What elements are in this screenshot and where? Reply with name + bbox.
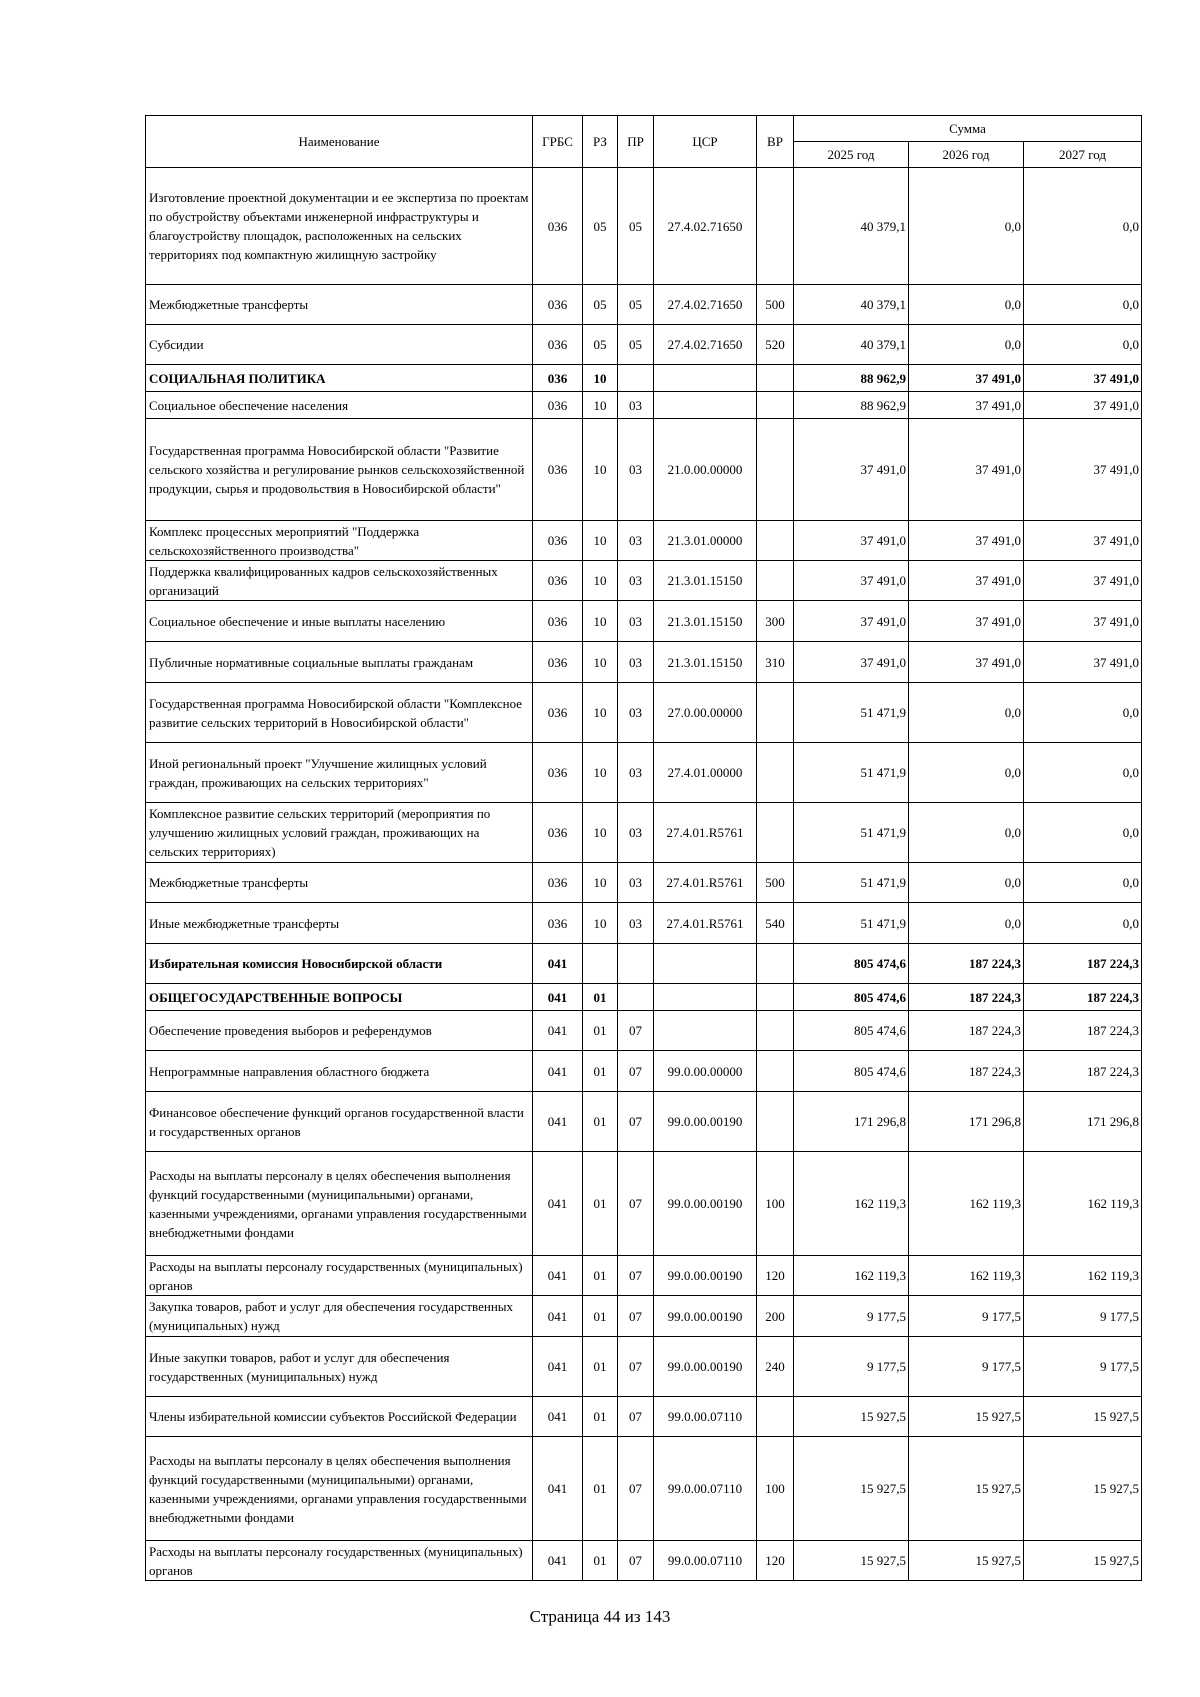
row-pr: 07 — [618, 1296, 654, 1337]
row-pr: 03 — [618, 392, 654, 419]
row-sum-2027: 37 491,0 — [1024, 521, 1142, 561]
table-row — [146, 325, 1142, 365]
row-grbs: 036 — [533, 683, 583, 743]
row-csr: 99.0.00.00000 — [654, 1051, 757, 1092]
row-grbs: 041 — [533, 1541, 583, 1581]
row-sum-2025: 51 471,9 — [794, 863, 909, 903]
row-pr: 07 — [618, 1437, 654, 1541]
row-sum-2026: 37 491,0 — [909, 642, 1024, 683]
row-sum-2027: 187 224,3 — [1024, 984, 1142, 1011]
row-csr: 99.0.00.00190 — [654, 1152, 757, 1256]
row-sum-2026: 15 927,5 — [909, 1397, 1024, 1437]
row-name: Закупка товаров, работ и услуг для обеспечения государственных (муниципальных) нужд — [146, 1296, 533, 1337]
row-csr: 99.0.00.07110 — [654, 1437, 757, 1541]
row-sum-2026: 37 491,0 — [909, 365, 1024, 392]
row-sum-2027: 0,0 — [1024, 863, 1142, 903]
row-sum-2025: 15 927,5 — [794, 1397, 909, 1437]
row-name: Расходы на выплаты персоналу государственных (муниципальных) органов — [146, 1256, 533, 1296]
row-csr: 27.4.01.R5761 — [654, 803, 757, 863]
row-pr: 05 — [618, 168, 654, 285]
table-row — [146, 944, 1142, 984]
row-sum-2025: 171 296,8 — [794, 1092, 909, 1152]
row-sum-2026: 162 119,3 — [909, 1152, 1024, 1256]
row-sum-2026: 0,0 — [909, 683, 1024, 743]
row-sum-2025: 51 471,9 — [794, 683, 909, 743]
row-rz: 01 — [583, 1256, 618, 1296]
row-sum-2026: 0,0 — [909, 903, 1024, 944]
row-sum-2025: 88 962,9 — [794, 392, 909, 419]
row-sum-2025: 51 471,9 — [794, 803, 909, 863]
table-row — [146, 1397, 1142, 1437]
row-rz: 10 — [583, 642, 618, 683]
row-pr: 07 — [618, 1541, 654, 1581]
row-name: Изготовление проектной документации и ее экспертиза по проектам по обустройству объектами инженерной инфраструктуры и благоустройству площадок, расположенных на сельских территориях под компактную жилищную застройку — [146, 168, 533, 285]
row-name: Непрограммные направления областного бюджета — [146, 1051, 533, 1092]
row-pr: 05 — [618, 285, 654, 325]
row-pr: 07 — [618, 1051, 654, 1092]
row-sum-2026: 9 177,5 — [909, 1337, 1024, 1397]
row-name: Социальное обеспечение и иные выплаты населению — [146, 601, 533, 642]
row-grbs: 036 — [533, 325, 583, 365]
row-csr: 21.3.01.15150 — [654, 561, 757, 601]
row-rz: 01 — [583, 1051, 618, 1092]
row-sum-2025: 37 491,0 — [794, 521, 909, 561]
row-rz: 10 — [583, 521, 618, 561]
row-pr: 03 — [618, 863, 654, 903]
row-name: СОЦИАЛЬНАЯ ПОЛИТИКА — [146, 365, 533, 392]
row-sum-2026: 187 224,3 — [909, 1051, 1024, 1092]
row-rz: 01 — [583, 984, 618, 1011]
row-csr: 99.0.00.00190 — [654, 1296, 757, 1337]
row-csr: 27.4.01.R5761 — [654, 863, 757, 903]
row-csr: 21.3.01.15150 — [654, 642, 757, 683]
row-name: Расходы на выплаты персоналу в целях обеспечения выполнения функций государственными (муниципальными) органами, казенными учреждениями, органами управления государственными внебюджетными фондами — [146, 1152, 533, 1256]
table-row — [146, 521, 1142, 561]
row-rz — [583, 944, 618, 984]
row-vr — [757, 419, 794, 521]
row-sum-2027: 9 177,5 — [1024, 1337, 1142, 1397]
row-sum-2027: 162 119,3 — [1024, 1256, 1142, 1296]
row-sum-2026: 0,0 — [909, 168, 1024, 285]
row-sum-2027: 0,0 — [1024, 285, 1142, 325]
row-pr: 07 — [618, 1011, 654, 1051]
row-sum-2025: 37 491,0 — [794, 601, 909, 642]
table-row — [146, 1296, 1142, 1337]
row-sum-2026: 37 491,0 — [909, 561, 1024, 601]
row-name: Иные межбюджетные трансферты — [146, 903, 533, 944]
row-vr: 200 — [757, 1296, 794, 1337]
header-year-2026: 2026 год — [909, 142, 1024, 168]
row-rz: 01 — [583, 1437, 618, 1541]
row-sum-2026: 37 491,0 — [909, 601, 1024, 642]
row-vr: 500 — [757, 863, 794, 903]
row-sum-2027: 37 491,0 — [1024, 392, 1142, 419]
row-csr: 99.0.00.07110 — [654, 1397, 757, 1437]
row-name: Члены избирательной комиссии субъектов Российской Федерации — [146, 1397, 533, 1437]
row-name: Комплекс процессных мероприятий "Поддержка сельскохозяйственного производства" — [146, 521, 533, 561]
row-pr: 03 — [618, 419, 654, 521]
table-row — [146, 1337, 1142, 1397]
row-grbs: 041 — [533, 1051, 583, 1092]
row-csr — [654, 392, 757, 419]
row-rz: 10 — [583, 601, 618, 642]
row-rz: 01 — [583, 1092, 618, 1152]
row-pr: 03 — [618, 561, 654, 601]
row-name: Обеспечение проведения выборов и референдумов — [146, 1011, 533, 1051]
row-vr: 100 — [757, 1437, 794, 1541]
row-csr: 27.0.00.00000 — [654, 683, 757, 743]
table-row — [146, 1256, 1142, 1296]
row-pr: 03 — [618, 803, 654, 863]
row-vr — [757, 392, 794, 419]
row-sum-2027: 0,0 — [1024, 903, 1142, 944]
header-name: Наименование — [146, 116, 533, 168]
row-grbs: 036 — [533, 561, 583, 601]
row-sum-2025: 805 474,6 — [794, 984, 909, 1011]
row-sum-2027: 15 927,5 — [1024, 1437, 1142, 1541]
header-year-2025: 2025 год — [794, 142, 909, 168]
row-sum-2025: 15 927,5 — [794, 1437, 909, 1541]
table-row — [146, 168, 1142, 285]
row-rz: 01 — [583, 1152, 618, 1256]
row-sum-2025: 162 119,3 — [794, 1152, 909, 1256]
row-sum-2027: 0,0 — [1024, 168, 1142, 285]
row-grbs: 036 — [533, 168, 583, 285]
row-grbs: 041 — [533, 1437, 583, 1541]
row-sum-2026: 9 177,5 — [909, 1296, 1024, 1337]
row-sum-2027: 37 491,0 — [1024, 419, 1142, 521]
table-row — [146, 803, 1142, 863]
row-sum-2026: 187 224,3 — [909, 944, 1024, 984]
row-csr: 27.4.02.71650 — [654, 325, 757, 365]
table-row — [146, 1051, 1142, 1092]
row-rz: 10 — [583, 365, 618, 392]
row-name: Социальное обеспечение населения — [146, 392, 533, 419]
header-rz: РЗ — [583, 116, 618, 168]
row-sum-2026: 0,0 — [909, 743, 1024, 803]
row-sum-2025: 51 471,9 — [794, 903, 909, 944]
row-vr — [757, 984, 794, 1011]
row-vr — [757, 365, 794, 392]
table-row — [146, 561, 1142, 601]
row-sum-2025: 37 491,0 — [794, 419, 909, 521]
row-name: Иные закупки товаров, работ и услуг для обеспечения государственных (муниципальных) нужд — [146, 1337, 533, 1397]
row-sum-2025: 9 177,5 — [794, 1296, 909, 1337]
row-rz: 10 — [583, 419, 618, 521]
row-name: Межбюджетные трансферты — [146, 863, 533, 903]
row-sum-2026: 162 119,3 — [909, 1256, 1024, 1296]
row-sum-2026: 15 927,5 — [909, 1541, 1024, 1581]
row-sum-2026: 0,0 — [909, 863, 1024, 903]
row-grbs: 036 — [533, 903, 583, 944]
row-name: Субсидии — [146, 325, 533, 365]
row-pr: 07 — [618, 1152, 654, 1256]
row-csr: 99.0.00.00190 — [654, 1256, 757, 1296]
row-csr: 27.4.01.00000 — [654, 743, 757, 803]
row-name: Финансовое обеспечение функций органов государственной власти и государственных органов — [146, 1092, 533, 1152]
row-csr — [654, 944, 757, 984]
row-sum-2026: 37 491,0 — [909, 521, 1024, 561]
row-vr: 120 — [757, 1256, 794, 1296]
table-row — [146, 285, 1142, 325]
row-sum-2026: 187 224,3 — [909, 984, 1024, 1011]
row-rz: 10 — [583, 683, 618, 743]
row-vr — [757, 1092, 794, 1152]
header-year-2027: 2027 год — [1024, 142, 1142, 168]
row-sum-2027: 15 927,5 — [1024, 1397, 1142, 1437]
table-row — [146, 743, 1142, 803]
row-sum-2027: 187 224,3 — [1024, 944, 1142, 984]
row-sum-2027: 0,0 — [1024, 683, 1142, 743]
row-grbs: 041 — [533, 1296, 583, 1337]
page-number: Страница 44 из 143 — [529, 1607, 671, 1626]
header-csr: ЦСР — [654, 116, 757, 168]
row-pr: 07 — [618, 1337, 654, 1397]
row-vr: 500 — [757, 285, 794, 325]
row-name: Иной региональный проект "Улучшение жилищных условий граждан, проживающих на сельских территориях" — [146, 743, 533, 803]
row-sum-2026: 171 296,8 — [909, 1092, 1024, 1152]
row-csr: 21.0.00.00000 — [654, 419, 757, 521]
row-pr — [618, 944, 654, 984]
table-row — [146, 392, 1142, 419]
table-row — [146, 365, 1142, 392]
table-row — [146, 642, 1142, 683]
row-sum-2026: 187 224,3 — [909, 1011, 1024, 1051]
budget-table — [145, 115, 1142, 1581]
row-sum-2025: 805 474,6 — [794, 1051, 909, 1092]
table-row — [146, 683, 1142, 743]
row-sum-2027: 0,0 — [1024, 325, 1142, 365]
row-pr: 03 — [618, 521, 654, 561]
row-sum-2025: 88 962,9 — [794, 365, 909, 392]
row-sum-2027: 187 224,3 — [1024, 1011, 1142, 1051]
row-sum-2025: 51 471,9 — [794, 743, 909, 803]
row-vr — [757, 803, 794, 863]
row-name: Государственная программа Новосибирской области "Развитие сельского хозяйства и регулирование рынков сельскохозяйственной продукции, сырья и продовольствия в Новосибирской области" — [146, 419, 533, 521]
row-rz: 05 — [583, 325, 618, 365]
header-pr: ПР — [618, 116, 654, 168]
row-vr — [757, 1397, 794, 1437]
row-vr: 120 — [757, 1541, 794, 1581]
row-pr: 03 — [618, 683, 654, 743]
row-vr — [757, 1051, 794, 1092]
row-sum-2025: 40 379,1 — [794, 168, 909, 285]
row-grbs: 041 — [533, 1397, 583, 1437]
row-vr: 300 — [757, 601, 794, 642]
row-sum-2026: 0,0 — [909, 325, 1024, 365]
row-csr — [654, 365, 757, 392]
row-grbs: 036 — [533, 419, 583, 521]
row-grbs: 041 — [533, 1011, 583, 1051]
row-vr — [757, 561, 794, 601]
table-row — [146, 1541, 1142, 1581]
row-rz: 01 — [583, 1337, 618, 1397]
row-csr: 27.4.02.71650 — [654, 285, 757, 325]
row-pr: 03 — [618, 601, 654, 642]
header-grbs: ГРБС — [533, 116, 583, 168]
row-vr — [757, 683, 794, 743]
table-row — [146, 863, 1142, 903]
table-row — [146, 1092, 1142, 1152]
row-csr: 99.0.00.00190 — [654, 1337, 757, 1397]
row-vr — [757, 168, 794, 285]
header-sum: Сумма — [794, 116, 1142, 142]
table-header — [146, 116, 1142, 168]
row-pr: 03 — [618, 903, 654, 944]
row-sum-2026: 0,0 — [909, 285, 1024, 325]
row-csr: 21.3.01.00000 — [654, 521, 757, 561]
row-name: Избирательная комиссия Новосибирской области — [146, 944, 533, 984]
row-rz: 10 — [583, 903, 618, 944]
row-pr: 07 — [618, 1092, 654, 1152]
row-grbs: 036 — [533, 642, 583, 683]
row-grbs: 036 — [533, 365, 583, 392]
row-name: Государственная программа Новосибирской области "Комплексное развитие сельских территорий в Новосибирской области" — [146, 683, 533, 743]
row-rz: 01 — [583, 1397, 618, 1437]
row-sum-2026: 0,0 — [909, 803, 1024, 863]
table-row — [146, 1437, 1142, 1541]
row-grbs: 036 — [533, 601, 583, 642]
table-row — [146, 1152, 1142, 1256]
row-sum-2025: 805 474,6 — [794, 1011, 909, 1051]
row-grbs: 041 — [533, 1337, 583, 1397]
row-rz: 10 — [583, 863, 618, 903]
row-rz: 01 — [583, 1541, 618, 1581]
row-sum-2027: 9 177,5 — [1024, 1296, 1142, 1337]
row-rz: 10 — [583, 803, 618, 863]
table-row — [146, 601, 1142, 642]
row-name: Расходы на выплаты персоналу в целях обеспечения выполнения функций государственными (муниципальными) органами, казенными учреждениями, органами управления государственными внебюджетными фондами — [146, 1437, 533, 1541]
row-rz: 01 — [583, 1296, 618, 1337]
row-sum-2027: 0,0 — [1024, 743, 1142, 803]
row-rz: 05 — [583, 285, 618, 325]
row-pr — [618, 984, 654, 1011]
row-csr — [654, 1011, 757, 1051]
row-sum-2025: 15 927,5 — [794, 1541, 909, 1581]
table-row — [146, 1011, 1142, 1051]
table-body — [146, 168, 1142, 1581]
row-vr: 310 — [757, 642, 794, 683]
row-rz: 05 — [583, 168, 618, 285]
row-pr: 05 — [618, 325, 654, 365]
row-grbs: 041 — [533, 1152, 583, 1256]
row-csr — [654, 984, 757, 1011]
row-rz: 01 — [583, 1011, 618, 1051]
row-csr: 99.0.00.07110 — [654, 1541, 757, 1581]
row-sum-2025: 162 119,3 — [794, 1256, 909, 1296]
row-grbs: 036 — [533, 521, 583, 561]
row-csr: 27.4.01.R5761 — [654, 903, 757, 944]
row-sum-2027: 187 224,3 — [1024, 1051, 1142, 1092]
row-sum-2025: 40 379,1 — [794, 325, 909, 365]
table-row — [146, 984, 1142, 1011]
row-pr: 03 — [618, 743, 654, 803]
row-sum-2027: 37 491,0 — [1024, 365, 1142, 392]
row-vr: 240 — [757, 1337, 794, 1397]
row-csr: 99.0.00.00190 — [654, 1092, 757, 1152]
row-grbs: 036 — [533, 803, 583, 863]
row-grbs: 041 — [533, 1256, 583, 1296]
row-name: Межбюджетные трансферты — [146, 285, 533, 325]
row-pr: 07 — [618, 1256, 654, 1296]
row-grbs: 041 — [533, 944, 583, 984]
row-vr — [757, 1011, 794, 1051]
row-pr — [618, 365, 654, 392]
row-grbs: 036 — [533, 743, 583, 803]
row-vr — [757, 944, 794, 984]
row-sum-2026: 15 927,5 — [909, 1437, 1024, 1541]
row-name: Расходы на выплаты персоналу государственных (муниципальных) органов — [146, 1541, 533, 1581]
header-vr: ВР — [757, 116, 794, 168]
row-sum-2025: 37 491,0 — [794, 642, 909, 683]
row-pr: 07 — [618, 1397, 654, 1437]
row-vr — [757, 743, 794, 803]
row-sum-2025: 37 491,0 — [794, 561, 909, 601]
row-grbs: 036 — [533, 285, 583, 325]
row-sum-2027: 162 119,3 — [1024, 1152, 1142, 1256]
row-name: Публичные нормативные социальные выплаты гражданам — [146, 642, 533, 683]
row-name: ОБЩЕГОСУДАРСТВЕННЫЕ ВОПРОСЫ — [146, 984, 533, 1011]
row-csr: 27.4.02.71650 — [654, 168, 757, 285]
row-grbs: 036 — [533, 392, 583, 419]
row-sum-2027: 37 491,0 — [1024, 642, 1142, 683]
row-name: Комплексное развитие сельских территорий (мероприятия по улучшению жилищных условий граждан, проживающих на сельских территориях) — [146, 803, 533, 863]
row-grbs: 041 — [533, 1092, 583, 1152]
row-sum-2027: 37 491,0 — [1024, 561, 1142, 601]
row-sum-2027: 0,0 — [1024, 803, 1142, 863]
row-vr: 520 — [757, 325, 794, 365]
table-row — [146, 903, 1142, 944]
row-rz: 10 — [583, 743, 618, 803]
row-sum-2026: 37 491,0 — [909, 419, 1024, 521]
row-rz: 10 — [583, 561, 618, 601]
row-csr: 21.3.01.15150 — [654, 601, 757, 642]
row-sum-2027: 15 927,5 — [1024, 1541, 1142, 1581]
row-name: Поддержка квалифицированных кадров сельскохозяйственных организаций — [146, 561, 533, 601]
row-rz: 10 — [583, 392, 618, 419]
row-vr: 100 — [757, 1152, 794, 1256]
row-sum-2025: 40 379,1 — [794, 285, 909, 325]
row-pr: 03 — [618, 642, 654, 683]
row-sum-2025: 9 177,5 — [794, 1337, 909, 1397]
row-grbs: 036 — [533, 863, 583, 903]
row-grbs: 041 — [533, 984, 583, 1011]
row-vr: 540 — [757, 903, 794, 944]
table-row — [146, 419, 1142, 521]
row-vr — [757, 521, 794, 561]
row-sum-2025: 805 474,6 — [794, 944, 909, 984]
row-sum-2027: 37 491,0 — [1024, 601, 1142, 642]
row-sum-2027: 171 296,8 — [1024, 1092, 1142, 1152]
row-sum-2026: 37 491,0 — [909, 392, 1024, 419]
